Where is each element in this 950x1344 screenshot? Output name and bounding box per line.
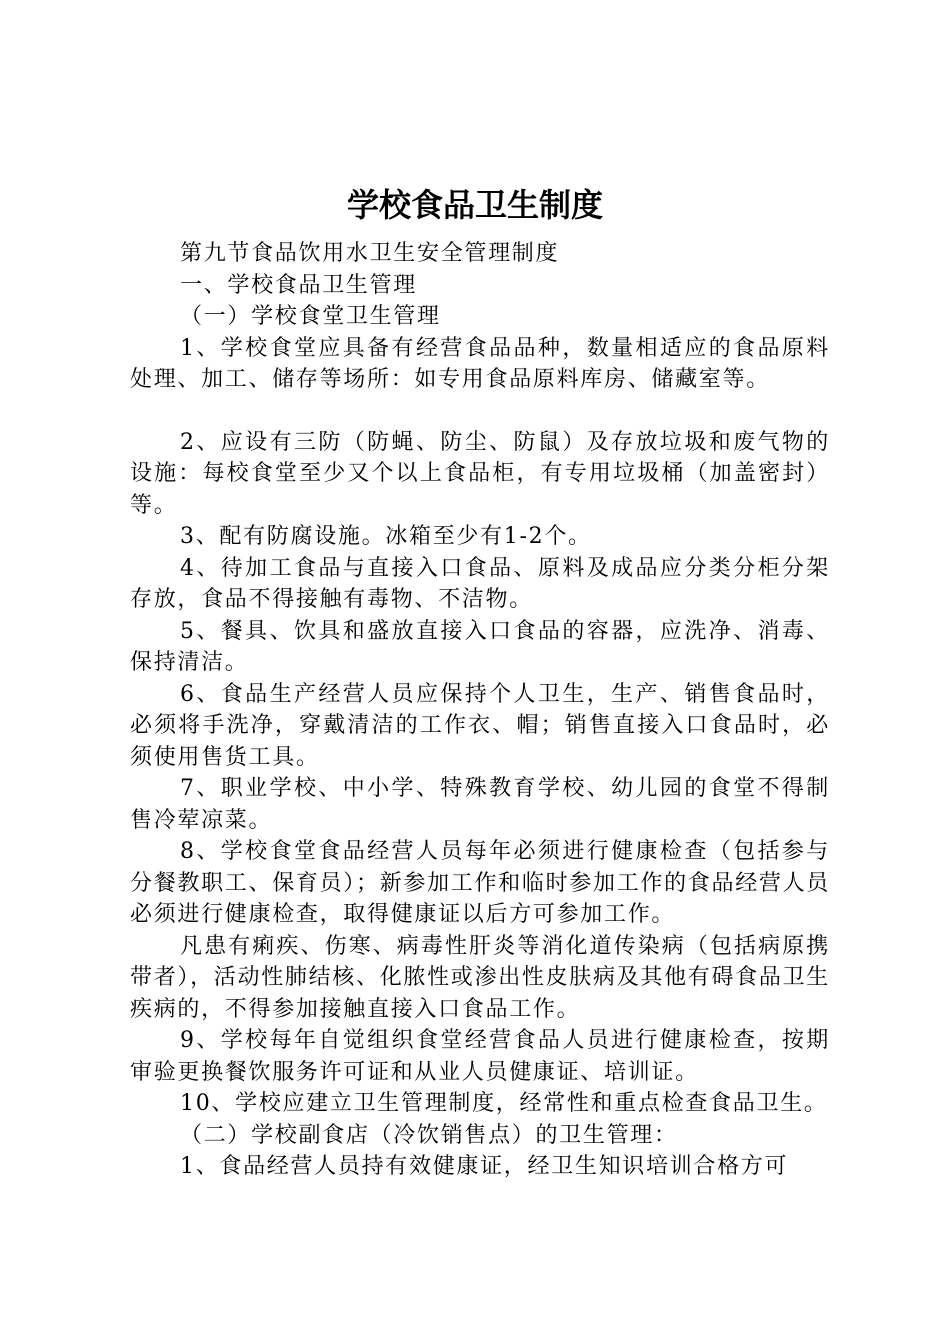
document-title: 学校食品卫生制度 xyxy=(346,186,603,224)
paragraph: 3、配有防腐设施。冰箱至少有1-2个。 xyxy=(180,524,592,549)
paragraph: 1、学校食堂应具备有经营食品品种，数量相适应的食品原料处理、加工、储存等场所：如专用食品原料库房、储藏室等。 xyxy=(130,335,830,392)
paragraph: 2、应设有三防（防蝇、防尘、防鼠）及存放垃圾和废气物的设施：每校食堂至少又个以上食品柜，有专用垃圾桶（加盖密封）等。 xyxy=(130,429,830,518)
paragraph: 4、待加工食品与直接入口食品、原料及成品应分类分柜分架存放，食品不得接触有毒物、不洁物。 xyxy=(130,555,830,612)
paragraph: 9、学校每年自觉组织食堂经营食品人员进行健康检查，按期审验更换餐饮服务许可证和从业人员健康证、培训证。 xyxy=(130,1028,830,1085)
paragraph: 1、食品经营人员持有效健康证，经卫生知识培训合格方可 xyxy=(180,1154,789,1179)
section-heading: 第九节食品饮用水卫生安全管理制度 xyxy=(180,241,560,266)
document-body xyxy=(130,238,830,1183)
paragraph: 5、餐具、饮具和盛放直接入口食品的容器，应洗净、消毒、保持清洁。 xyxy=(130,618,830,675)
subsection-heading: （一）学校食堂卫生管理 xyxy=(180,304,441,329)
paragraph: 10、学校应建立卫生管理制度，经常性和重点检查食品卫生。 xyxy=(180,1091,828,1116)
paragraph: 6、食品生产经营人员应保持个人卫生，生产、销售食品时，必须将手洗净，穿戴清洁的工作衣、帽；销售直接入口食品时，必须使用售货工具。 xyxy=(130,681,830,770)
paragraph: 凡患有痢疾、伤寒、病毒性肝炎等消化道传染病（包括病原携带者），活动性肺结核、化脓性或渗出性皮肤病及其他有碍食品卫生疾病的，不得参加接触直接入口食品工作。 xyxy=(130,933,831,1022)
paragraph: 8、学校食堂食品经营人员每年必须进行健康检查（包括参与分餐教职工、保育员）；新参加工作和临时参加工作的食品经营人员必须进行健康检查，取得健康证以后方可参加工作。 xyxy=(130,839,831,927)
subsection-heading: 一、学校食品卫生管理 xyxy=(180,272,418,298)
paragraph: 7、职业学校、中小学、特殊教育学校、幼儿园的食堂不得制售冷荤凉菜。 xyxy=(130,776,830,833)
subsection-heading: （二）学校副食店（冷饮销售点）的卫生管理： xyxy=(180,1122,678,1148)
